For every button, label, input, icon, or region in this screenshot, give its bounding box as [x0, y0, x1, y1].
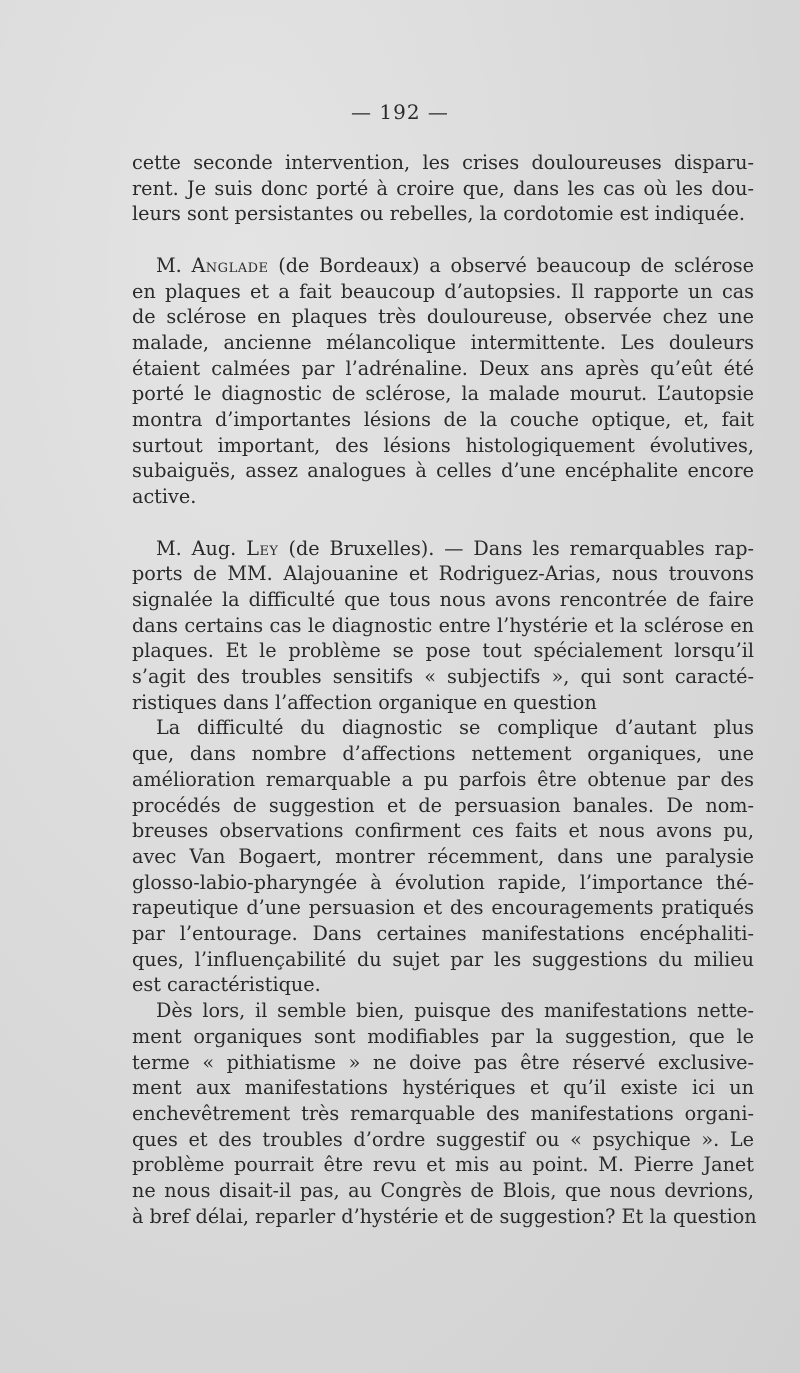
paragraph: [132, 253, 754, 510]
paragraph: [132, 715, 754, 998]
text-line: ports de MM. Alajouanine et Rodriguez-Arias, nous trouvons: [132, 562, 754, 586]
text-line: active.: [132, 485, 197, 509]
text-line: surtout important, des lésions histologiquement évolutives,: [132, 433, 754, 457]
line-rest: (de Bordeaux) a observé beaucoup de sclérose: [268, 253, 754, 277]
paragraph: [132, 536, 754, 716]
body-text: [132, 150, 757, 1230]
text-line: signalée la difficulté que tous nous avons rencontrée de faire: [132, 587, 754, 611]
text-line: La difficulté du diagnostic se complique d’autant plus: [156, 716, 754, 740]
speaker-prefix: M.: [156, 253, 192, 277]
line-rest: (de Bruxelles). — Dans les remarquables rap-: [278, 536, 754, 560]
text-line: avec Van Bogaert, montrer récemment, dans une paralysie: [132, 844, 754, 868]
text-line: rapeutique d’une persuasion et des encouragements pratiqués: [132, 896, 754, 920]
text-line: subaiguës, assez analogues à celles d’une encéphalite encore: [132, 459, 754, 483]
text-line: rent. Je suis donc porté à croire que, dans les cas où les dou-: [132, 176, 754, 200]
text-line: malade, ancienne mélancolique intermittente. Les douleurs: [132, 330, 754, 354]
text-line: [132, 253, 754, 279]
text-line: [132, 536, 754, 562]
text-line: ques et des troubles d’ordre suggestif ou « psychique ». Le: [132, 1127, 754, 1151]
text-line: ristiques dans l’affection organique en question: [132, 690, 597, 714]
text-line: par l’entourage. Dans certaines manifestations encéphaliti-: [132, 922, 754, 946]
text-line: à bref délai, reparler d’hystérie et de suggestion? Et la question: [132, 1204, 757, 1228]
text-line: leurs sont persistantes ou rebelles, la cordotomie est indiquée.: [132, 202, 745, 226]
text-line: dans certains cas le diagnostic entre l’hystérie et la sclérose en: [132, 613, 754, 637]
text-line: glosso-labio-pharyngée à évolution rapide, l’importance thé-: [132, 870, 754, 894]
text-line: ques, l’influençabilité du sujet par les suggestions du milieu: [132, 947, 754, 971]
text-line: ment organiques sont modifiables par la suggestion, que le: [132, 1024, 754, 1048]
page-number: — 192 —: [351, 100, 449, 124]
text-line: plaques. Et le problème se pose tout spécialement lorsqu’il: [132, 639, 754, 663]
speaker-prefix: M. Aug.: [156, 536, 247, 560]
speaker-name: Anglade: [191, 253, 269, 277]
text-line: montra d’importantes lésions de la couche optique, et, fait: [132, 408, 754, 432]
text-line: enchevêtrement très remarquable des manifestations organi-: [132, 1101, 754, 1125]
text-line: terme « pithiatisme » ne doive pas être réservé exclusive-: [132, 1050, 754, 1074]
text-line: ment aux manifestations hystériques et qu’il existe ici un: [132, 1076, 754, 1100]
text-line: en plaques et a fait beaucoup d’autopsies. Il rapporte un cas: [132, 279, 754, 303]
text-line: breuses observations confirment ces faits et nous avons pu,: [132, 819, 754, 843]
text-line: cette seconde intervention, les crises douloureuses disparu-: [132, 151, 754, 174]
text-line: procédés de suggestion et de persuasion banales. De nom-: [132, 793, 754, 817]
text-line: amélioration remarquable a pu parfois être obtenue par des: [132, 767, 754, 791]
text-line: est caractéristique.: [132, 973, 321, 997]
speaker-name: Ley: [246, 536, 279, 560]
text-line: étaient calmées par l’adrénaline. Deux ans après qu’eût été: [132, 356, 754, 380]
paragraph: [132, 150, 754, 227]
text-line: ne nous disait-il pas, au Congrès de Blois, que nous devrions,: [132, 1179, 754, 1203]
text-line: que, dans nombre d’affections nettement organiques, une: [132, 742, 754, 766]
paragraph: [132, 998, 757, 1229]
text-line: problème pourrait être revu et mis au point. M. Pierre Janet: [132, 1153, 754, 1177]
text-line: de sclérose en plaques très douloureuse, observée chez une: [132, 305, 754, 329]
text-line: porté le diagnostic de sclérose, la malade mourut. L’autopsie: [132, 382, 754, 406]
text-line: s’agit des troubles sensitifs « subjectifs », qui sont caracté-: [132, 665, 754, 689]
text-line: Dès lors, il semble bien, puisque des manifestations nette-: [156, 999, 754, 1023]
